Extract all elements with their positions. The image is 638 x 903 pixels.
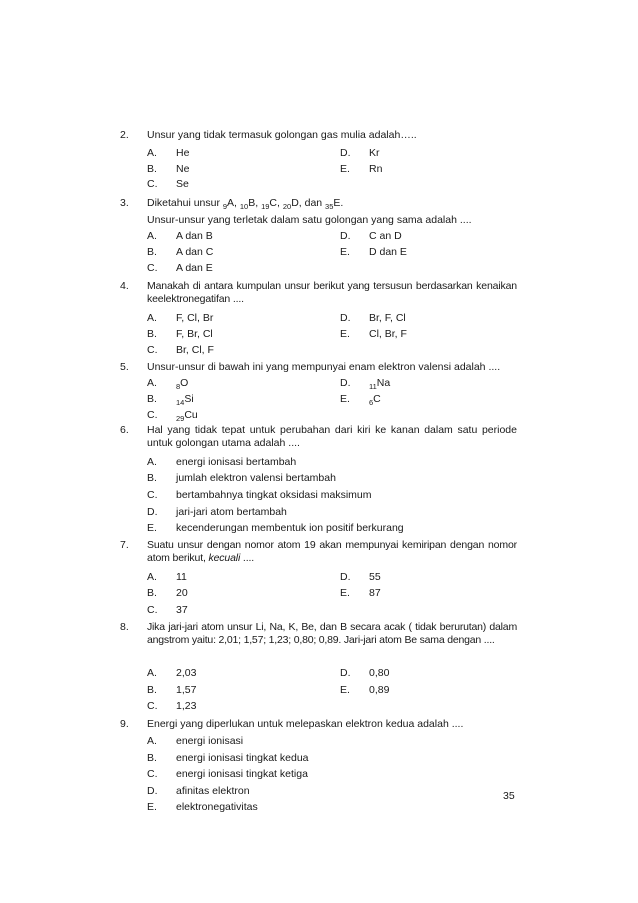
question-text: Unsur-unsur di bawah ini yang mempunyai enam elektron valensi adalah .... <box>147 361 501 373</box>
question-text: Jika jari-jari atom unsur Li, Na, K, Be, dan B secara acak ( tidak berurutan) dalam angstrom yaitu: 2,01; 1,57; 1,23; 0,80; 0,89. Jari-jari atom Be sama dengan .... <box>147 621 517 646</box>
question-text: Energi yang diperlukan untuk melepaskan elektron kedua adalah .... <box>147 718 464 730</box>
question-number: 2. <box>120 129 129 141</box>
question-number: 3. <box>120 197 129 209</box>
question-number: 9. <box>120 718 129 730</box>
document-page: 2. Unsur yang tidak termasuk golongan gas mulia adalah….. A. He D. Kr B. Ne E. Rn C. Se 3. Diketahui unsur $_9$A, $_{10}$B, $_{19}$C, $_{20}$D, dan $_{35}$E. Unsur-unsur yang terletak dalam satu golongan yang sama adalah .... A. A dan B D. C an D B. A dan C E. D dan E C. A dan E 4. Manakah di antara kumpulan unsur berikut yang tersusun berdasarkan kenaikan keelektronegatifan .... A. F, Cl, Br D. Br, F, Cl B. F, Br, Cl E. Cl, Br, F C. Br, Cl, F 5. Unsur-unsur di bawah ini yang mempunyai enam elektron valensi adalah .... A. $_8$O D. $_{11}$Na B. $_{14}$Si E. $_6$C C. $_{29}$Cu 6. Hal yang tidak tepat untuk perubahan dari kiri ke kanan dalam satu periode untuk golongan utama adalah .... A. energi ionisasi bertambah B. jumlah elektron valensi bertambah C. bertambahnya tingkat oksidasi maksimum D. jari-jari atom bertambah E. kecenderungan membentuk ion positif berkurang 7. Suatu unsur dengan nomor atom 19 akan mempunyai kemiripan dengan nomor atom berikut, kecuali .... A. 11 D. 55 B. 20 E. 87 C. 37 8. Jika jari-jari atom unsur Li, Na, K, Be, dan B secara acak ( tidak berurutan) dalam angstrom yaitu: 2,01; 1,57; 1,23; 0,80; 0,89. Jari-jari atom Be sama dengan .... A. 2,03 D. 0,80 B. 1,57 E. 0,89 C. 1,23 9. Energi yang diperlukan untuk melepaskan elektron kedua adalah .... A. energi ionisasi B. energi ionisasi tingkat kedua C. energi ionisasi tingkat ketiga D. afinitas elektron E. elektronegativitas 35 <box>120 129 517 813</box>
question-number: 6. <box>120 424 129 436</box>
question-text: Suatu unsur dengan nomor atom 19 akan mempunyai kemiripan dengan nomor atom berikut, kecuali .... <box>147 539 517 564</box>
page-number: 35 <box>503 790 515 802</box>
question-text: Unsur yang tidak termasuk golongan gas mulia adalah….. <box>147 129 417 141</box>
question-number: 4. <box>120 280 129 292</box>
question-text: Hal yang tidak tepat untuk perubahan dari kiri ke kanan dalam satu periode untuk golongan utama adalah .... <box>147 424 517 449</box>
question-text: Diketahui unsur $_9$A, $_{10}$B, $_{19}$C, $_{20}$D, dan $_{35}$E. <box>147 197 344 211</box>
question-text: Manakah di antara kumpulan unsur berikut yang tersusun berdasarkan kenaikan keelektronegatifan .... <box>147 280 517 305</box>
question-number: 8. <box>120 621 129 633</box>
question-text: Unsur-unsur yang terletak dalam satu golongan yang sama adalah .... <box>147 214 472 226</box>
question-number: 5. <box>120 361 129 373</box>
question-number: 7. <box>120 539 129 551</box>
